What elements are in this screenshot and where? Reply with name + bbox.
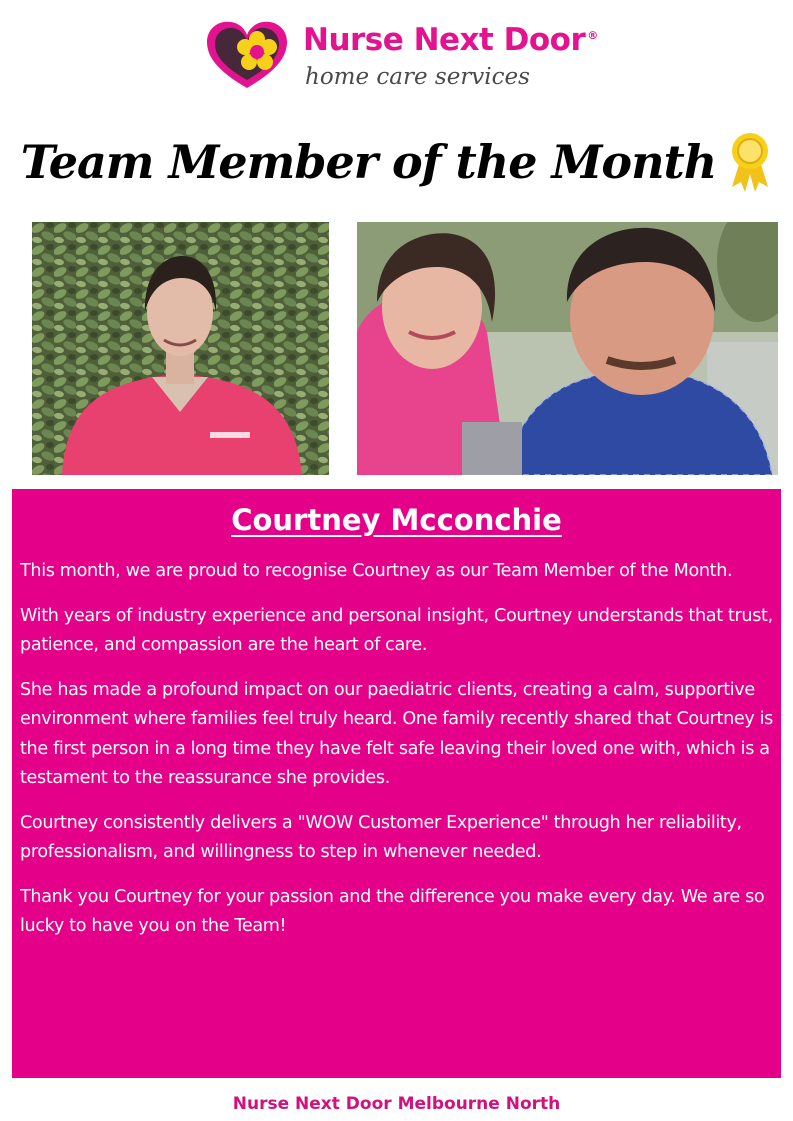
paragraph-wow-experience: Courtney consistently delivers a "WOW Customer Experience" through her reliability, professionalism, and willingness to step in whenever needed. [20,812,742,862]
page-title: Team Member of the Month [20,135,717,189]
paragraph-thank-you: Thank you Courtney for your passion and the difference you make every day. We are so lucky to have you on the Team! [20,886,765,936]
portrait-photo [32,222,329,475]
title-row [0,122,793,202]
selfie-photo [357,222,778,475]
paragraph-impact: She has made a profound impact on our paediatric clients, creating a calm, supportive environment where families feel truly heard. One family recently shared that Courtney is the first person in a long time they have felt safe leaving their loved one with, which is a testament to the reassurance she provides. [20,679,773,788]
award-ribbon-icon [728,131,772,193]
recognition-panel [12,489,781,1078]
paragraph-experience: With years of industry experience and personal insight, Courtney understands that trust, patience, and compassion are the heart of care. [20,605,773,655]
heart-flower-logo-icon [203,18,291,92]
employee-name: Courtney Mcconchie [231,503,562,537]
registered-mark: ® [587,28,598,42]
paragraph-intro: This month, we are proud to recognise Courtney as our Team Member of the Month. [20,561,733,581]
logo-tagline: home care services [305,64,530,90]
logo-brand-name: Nurse Next Door ® [303,22,598,58]
footer-location: Nurse Next Door Melbourne North [232,1094,561,1114]
company-logo [203,18,623,92]
